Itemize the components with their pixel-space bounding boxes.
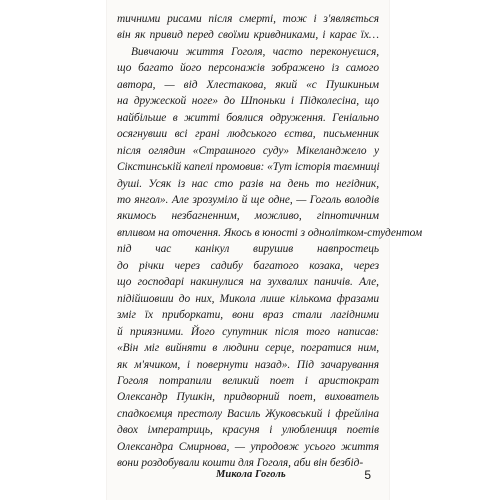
- text-line: вони роздобували кошти для Гоголя, аби він безбід-: [117, 457, 364, 470]
- text-line: двох імператриць, красуня і улюблениця поетів: [117, 424, 379, 437]
- text-line: Сікстинській капелі промовив: «Тут історія таємниці: [117, 161, 380, 174]
- text-line: Олександр Пушкін, придворний поет, вихователь: [117, 391, 379, 404]
- text-line: спадкоємця престолу Василь Жуковський і фрейліна: [117, 407, 379, 420]
- text-line: як м'ячиком, і повернути назад». Під зачарування: [117, 358, 379, 371]
- text-line: душі. Усяк із нас сто разів на день то негідник,: [117, 177, 379, 190]
- page-footer: [107, 469, 389, 485]
- text-line: після оглядин «Страшного суду» Мікеланджело у: [117, 144, 379, 157]
- text-line: Гоголя потрапили великий поет і аристократ: [117, 374, 379, 387]
- body-text: [117, 11, 423, 472]
- text-line: зміг їх приборкати, вони враз стали лагідними: [117, 309, 379, 322]
- page-number: 5: [364, 468, 371, 482]
- book-page: [107, 0, 423, 500]
- text-line: автора, — від Хлестакова, який «с Пушкиным: [117, 78, 379, 91]
- text-line: впливом на оточення. Якось в юності з однолітком-студентом: [117, 226, 423, 239]
- footer-author: Микола Гоголь: [216, 469, 286, 480]
- text-line: тичними рисами після смерті, тож і з'являється: [117, 13, 379, 25]
- text-line: й приязними. Його супутник після того написав:: [117, 325, 379, 338]
- text-line: що багато його персонажів зображено із самого: [117, 62, 379, 75]
- text-line: підійшовши до них, Микола лише кількома фразами: [117, 292, 379, 305]
- text-line: до річки через садибу багатого козака, через: [117, 259, 379, 272]
- text-line: на дружеской ноге» до Шпоньки і Підколесіна, що: [117, 95, 379, 108]
- text-line: що господарі накинулися на зухвалих паничів. Але,: [117, 276, 379, 289]
- text-line: осягнувши всі грані людського єства, письменник: [117, 128, 379, 141]
- text-line: він як привид перед своїми кривдниками, і карає їх…: [117, 29, 379, 42]
- text-line: Вивчаючи життя Гоголя, часто переконуєшся,: [131, 45, 379, 58]
- text-line: то янгол». Але зрозуміло й ще одне, — Гоголь володів: [117, 193, 379, 206]
- text-line: під час канікул вирушив навпростець: [117, 243, 379, 256]
- text-line: найбільше в житті боялися одруження. Геніально: [117, 111, 379, 124]
- text-line: «Він міг вийняти в людини серце, погратися ним,: [117, 342, 379, 355]
- text-line: Олександра Смирнова, — упродовж усього життя: [117, 440, 379, 453]
- text-line: якимось незбагненним, можливо, гіпнотичним: [117, 210, 379, 223]
